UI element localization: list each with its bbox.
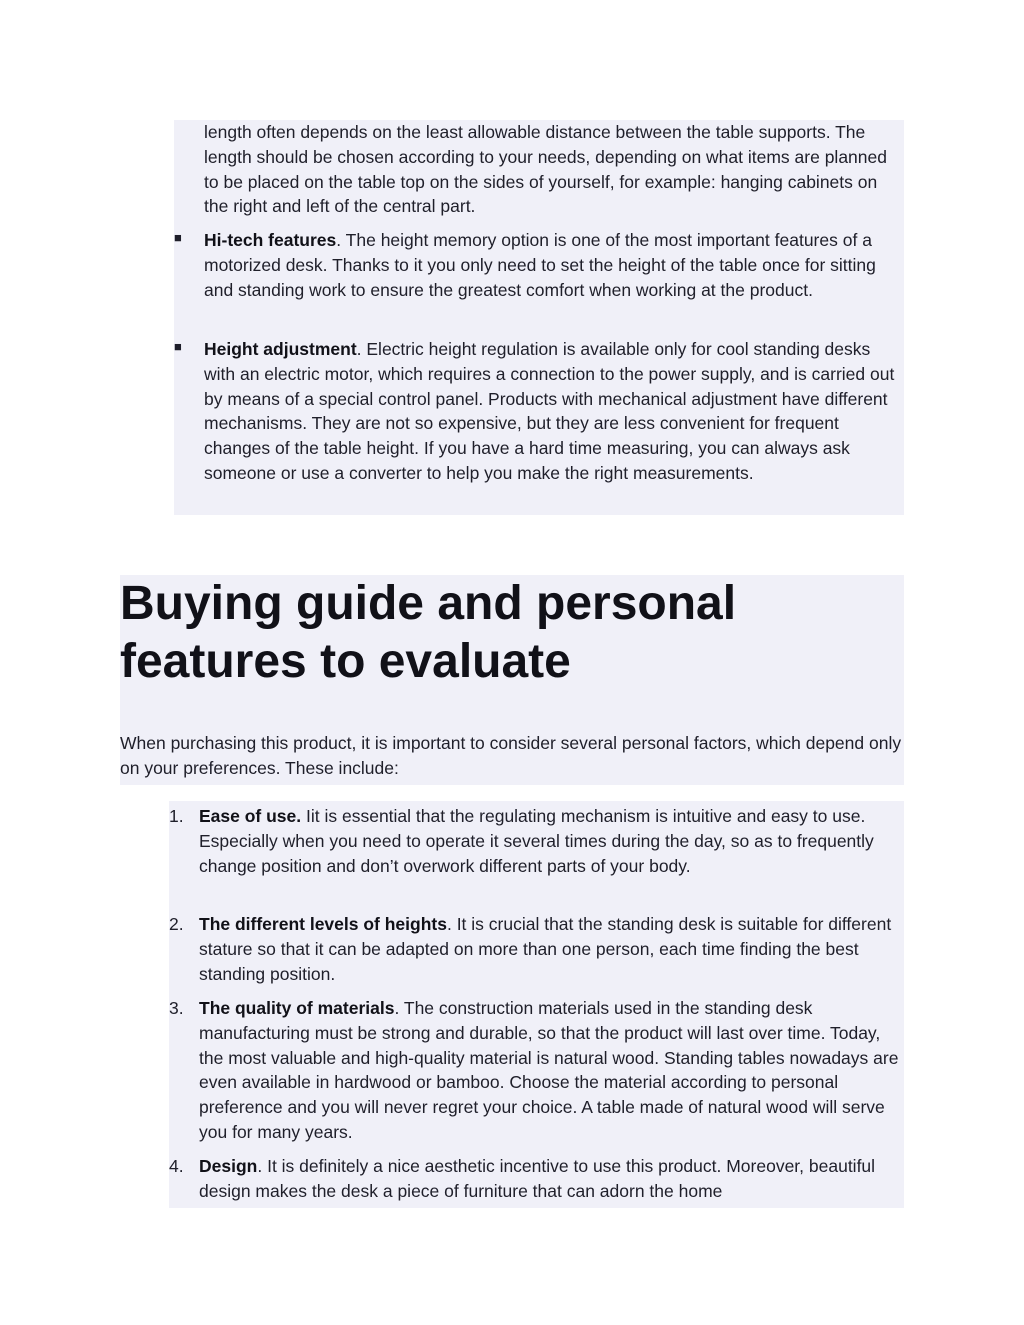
bullet-item-text	[204, 337, 904, 486]
bullet-item-body: . The height memory option is one of the most important features of a motorized desk. Thanks to it you only need to set the height of the table once for sitting and standing work to ensure the greatest comfort when working at the product.	[204, 230, 876, 300]
numbered-item-body: . The construction materials used in the standing desk manufacturing must be strong and durable, so that the product will last over time. Today, the most valuable and high-quality material is natural wood. Standing tables nowadays are even available in hardwood or bamboo. Choose the material according to personal preference and you will never regret your choice. A table made of natural wood will serve you for many years.	[199, 998, 899, 1142]
numbered-item-title: Ease of use.	[199, 806, 302, 826]
section-intro-paragraph: When purchasing this product, it is important to consider several personal factors, which depend only on your preferences. These include:	[120, 733, 902, 778]
square-bullet-icon: ■	[174, 230, 182, 245]
numbered-item-title: Design	[199, 1156, 258, 1176]
bullet-list-section	[174, 120, 904, 515]
bullet-item-title: Height adjustment	[204, 339, 357, 359]
numbered-item-body: Iit is essential that the regulating mechanism is intuitive and easy to use. Especially when you need to operate it several times during the day, so as to frequently change position and don’t overwork different parts of your body.	[199, 806, 874, 876]
numbered-item-text	[199, 912, 904, 986]
numbered-list-section	[169, 801, 904, 1208]
bullet-lead-paragraph: length often depends on the least allowable distance between the table supports. The length should be chosen according to your needs, depending on what items are planned to be placed on the table top on the sides of yourself, for example: hanging cabinets on the right and left of the central part.	[204, 122, 887, 217]
list-number: 2.	[169, 914, 184, 934]
numbered-item-text	[199, 804, 904, 878]
numbered-item-title: The different levels of heights	[199, 914, 447, 934]
numbered-item-text	[199, 1154, 904, 1204]
bullet-item-body: . Electric height regulation is available only for cool standing desks with an electric motor, which requires a connection to the power supply, and is carried out by means of a special control panel. Products with mechanical adjustment have different mechanisms. They are not so expensive, but they are less convenient for frequent changes of the table height. If you have a hard time measuring, you can always ask someone or use a converter to help you make the right measurements.	[204, 339, 895, 483]
list-number: 3.	[169, 998, 184, 1018]
bullet-item-text	[204, 228, 904, 302]
list-number: 1.	[169, 806, 184, 826]
section-heading: Buying guide and personal features to evaluate	[120, 577, 737, 688]
numbered-item-body: . It is definitely a nice aesthetic incentive to use this product. Moreover, beautiful design makes the desk a piece of furniture that can adorn the home	[199, 1156, 876, 1201]
list-number: 4.	[169, 1156, 184, 1176]
buying-guide-section	[120, 575, 904, 785]
numbered-item-body: . It is crucial that the standing desk is suitable for different stature so that it can be adapted on more than one person, each time finding the best standing position.	[199, 914, 892, 984]
bullet-item-title: Hi-tech features	[204, 230, 337, 250]
numbered-item-title: The quality of materials	[199, 998, 395, 1018]
square-bullet-icon: ■	[174, 339, 182, 354]
numbered-item-text	[199, 996, 904, 1145]
